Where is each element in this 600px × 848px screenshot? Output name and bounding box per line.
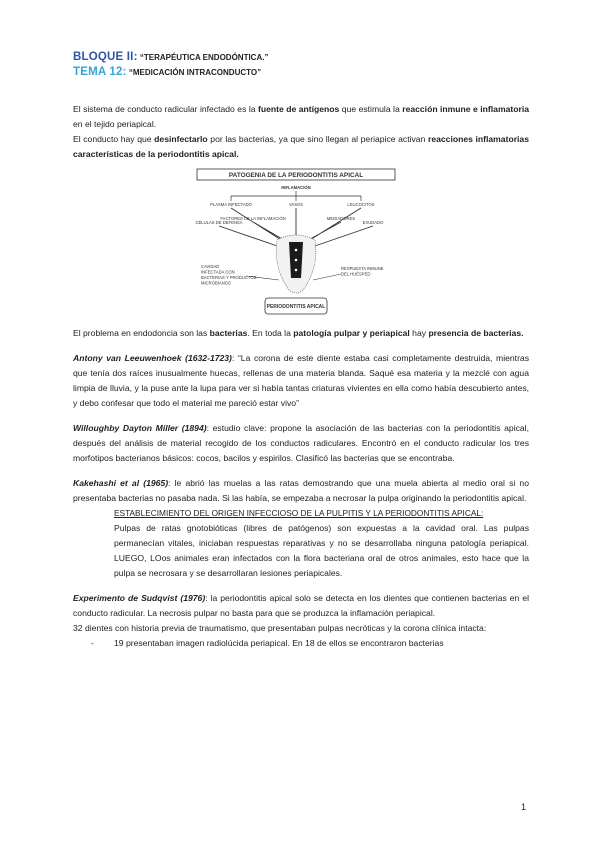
leeuwenhoek-paragraph: Antony van Leeuwenhoek (1632-1723): “La corona de este diente estaba casi completamente destruida, mientras que tenía dos raíces inusualmente huecas, rellenas de una materia blanda. Saqué esa materia y la mezclé con agua limpia de lluvia, y la puse ante la lupa para ver si había tantas criaturas vivientes en ella como había descubierto antes, y debo confesar que todo el material me pareció estar vivo” [73,353,530,408]
label-right-1: LEUCOCITOS [347,202,375,207]
label-left-2: CÉLULAS DE DEFENSA [195,220,243,225]
problem-paragraph: El problema en endodoncia son las bacterias. En toda la patología pulpar y periapical hay presencia de bacterias. [73,328,524,338]
document-page [73,50,529,651]
label-right-3: EXUDADO [362,220,384,225]
pathogenesis-diagram [191,168,401,316]
label-left-1: PLASMA INFECTADO [210,202,252,207]
sundqvist-list [73,636,529,651]
kakehashi-paragraph: Kakehashi et al (1965): le abrió las muelas a las ratas demostrando que una muela abierta al medio oral si no presentaba bacterias no pasaba nada. Si las había, se empezaba a necrosar la pulpa originando la periodontitis apical. [73,478,529,503]
miller-paragraph: Willoughby Dayton Miller (1894): estudio clave: propone la asociación de las bacterias con la periodontitis apical, después del análisis de material recogido de los conductos radiculares. Encontró en el conducto radicular los tres morfotipos bacterianos básicos: cocos, bacilos y espirilos. Clasificó las bacterias que se encontraba. [73,423,529,463]
intro-paragraph-2: El conducto hay que desinfectarlo por las bacterias, ya que sino llegan al periapice activan reacciones inflamatorias características de la periodontitis apical. [73,134,529,159]
kakehashi-detail: Pulpas de ratas gnotobióticas (libres de patógenos) son expuestas a la cavidad oral. Las pulpas permanecían vitales, iniciaban respuestas reparativas y no se desarrollaba ninguna patología periapical. LUEGO, LOos animales eran infectados con la flora bacteriana oral de otros animales, esto hace que la pulpa se necrosara y se desarrollaran lesiones periapicales. [114,523,529,578]
page-number: 1 [520,802,526,812]
block-title: “TERAPÉUTICA ENDODÓNTICA.” [139,53,269,62]
caption-left: CAVIDAD INFECTADA CON BACTERIAS Y PRODUCTOS MICROBIANOS [201,264,257,286]
block-header [73,50,529,65]
topic-label: TEMA 12: [73,66,127,78]
intro-paragraph-1: El sistema de conducto radicular infectado es la fuente de antígenos que estimula la reacción inmune e inflamatoria en el tejido periapical. [73,104,530,129]
figure-title: PATOGENIA DE LA PERIODONTITIS APICAL [228,172,364,179]
sundqvist-paragraph: Experimento de Sudqvist (1976): la periodontitis apical solo se detecta en los dientes que contienen bacterias en el conducto radicular. La necrosis pulpar no basta para que se produzca la inflamación periapical. [73,593,530,618]
topic-header [73,65,529,80]
label-inflamacion: INFLAMACIÓN [281,185,311,190]
label-right-2: MEDIADORES [326,216,356,221]
pathogenesis-figure [191,168,401,316]
topic-title: “MEDICACIÓN INTRACONDUCTO” [128,68,262,77]
block-label: BLOQUE II: [73,51,138,63]
sundqvist-paragraph-2: 32 dientes con historia previa de traumatismo, que presentaban pulpas necróticas y la corona clínica intacta: [73,623,487,633]
label-mid-2: FACTORES DE LA INFLAMACIÓN [220,216,286,221]
list-item: - 19 presentaban imagen radiolúcida periapical. En 18 de ellos se encontraron bacterias [73,636,529,651]
kakehashi-heading: ESTABLECIMIENTO DEL ORIGEN INFECCIOSO DE LA PULPITIS Y LA PERIODONTITIS APICAL: [114,508,484,518]
label-mid-1: VASOS [288,202,304,207]
caption-right: RESPUESTA INMUNE DEL HUÉSPED [341,266,384,277]
box-label: PERIODONTITIS APICAL [266,304,326,310]
